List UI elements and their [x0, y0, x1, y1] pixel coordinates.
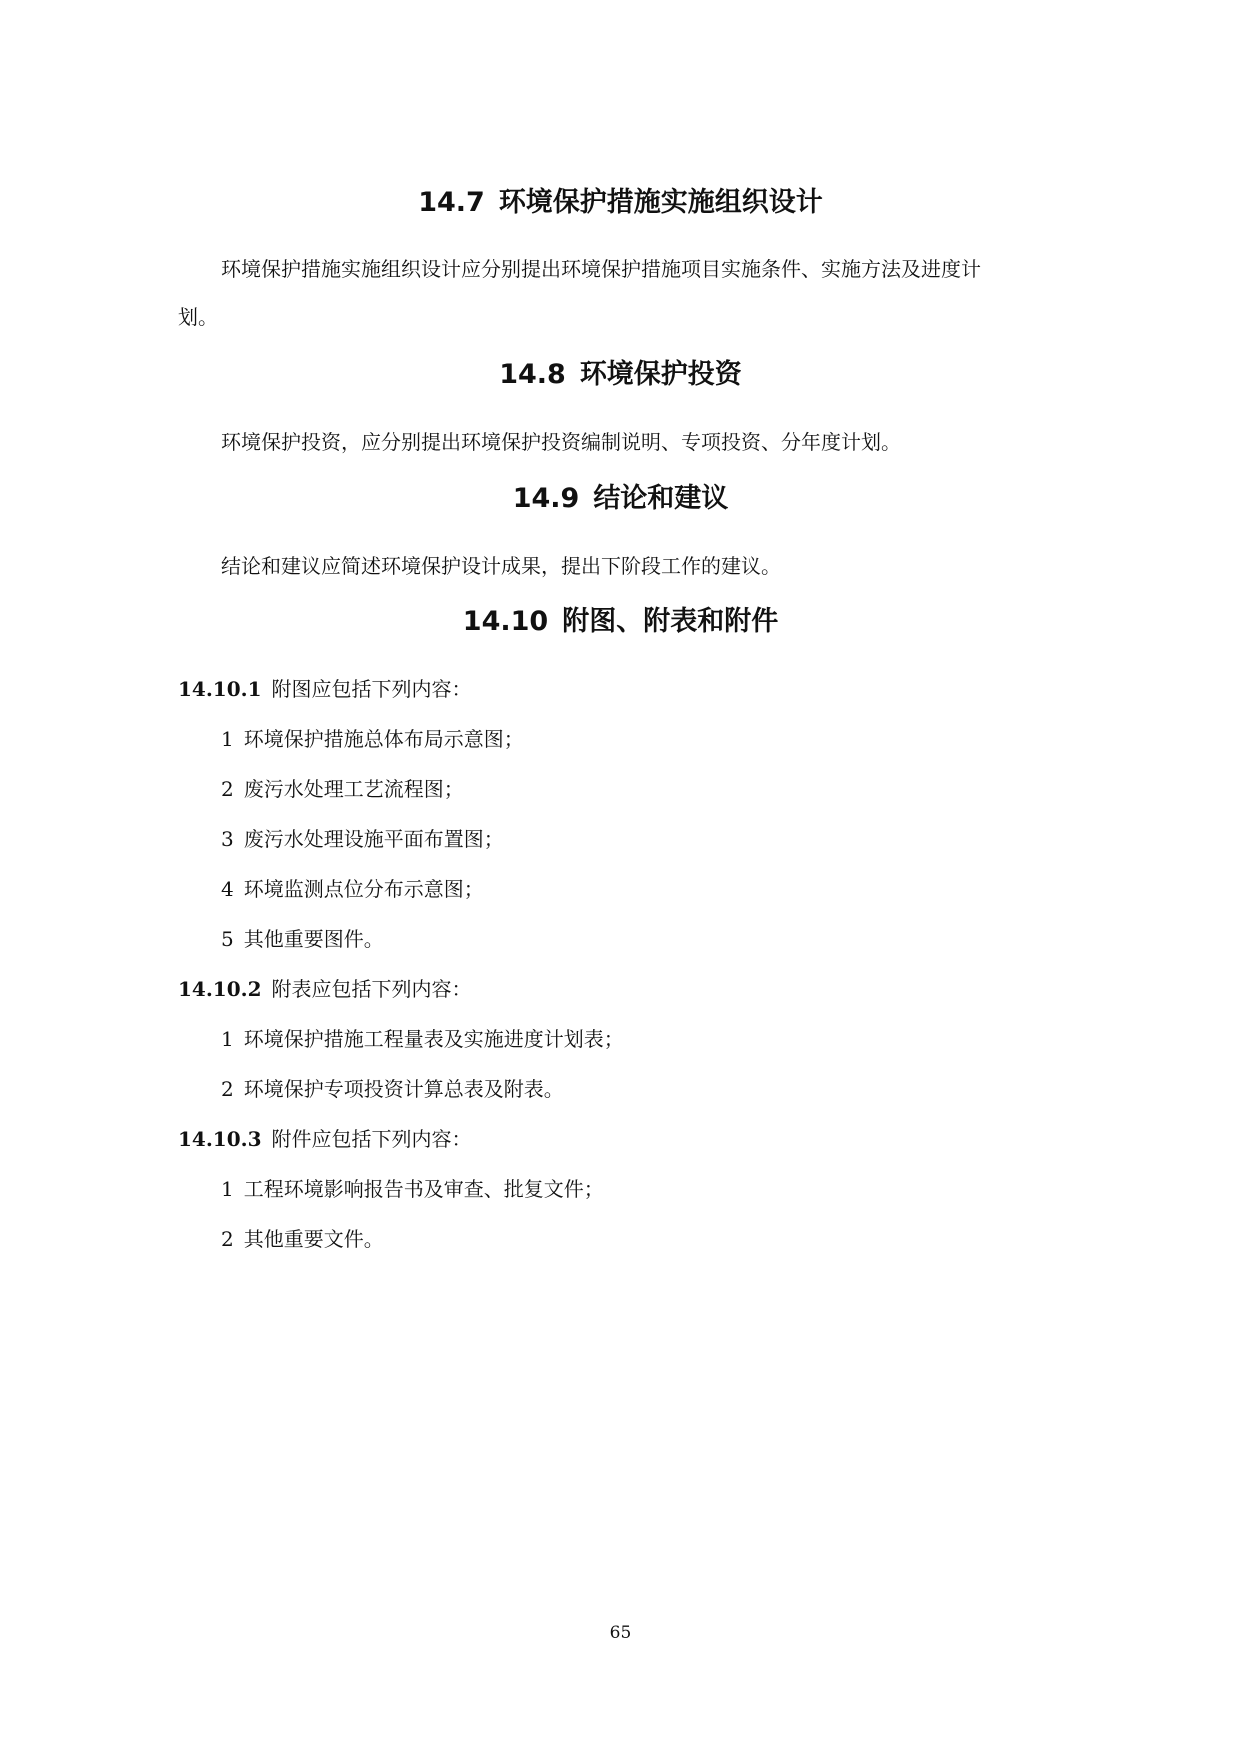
list-item: [221, 775, 464, 803]
section-number: 14.10: [462, 606, 549, 637]
clause-text: 附图应包括下列内容：: [271, 677, 472, 701]
list-item-number: 4: [221, 877, 234, 901]
clause-text: 附表应包括下列内容：: [271, 977, 472, 1001]
clause-number: 14.10.3: [178, 1127, 262, 1151]
list-item: [221, 825, 504, 853]
list-item-number: 2: [221, 1227, 234, 1251]
section-title: 环境保护措施实施组织设计: [498, 187, 823, 218]
section-paragraph: 结论和建议应简述环境保护设计成果，提出下阶段工作的建议。: [221, 554, 781, 578]
section-heading-14-10: [0, 605, 1241, 639]
list-item-number: 2: [221, 777, 234, 801]
section-heading-14-7: [0, 186, 1241, 220]
section-number: 14.8: [499, 359, 566, 390]
list-item-number: 1: [221, 727, 234, 751]
list-item-text: 环境监测点位分布示意图；: [243, 877, 484, 901]
list-item: [221, 725, 524, 753]
list-item: [221, 1075, 564, 1103]
clause-14-10-3: [178, 1125, 472, 1153]
list-item-text: 废污水处理设施平面布置图；: [243, 827, 504, 851]
clause-text: 附件应包括下列内容：: [271, 1127, 472, 1151]
section-heading-14-8: [0, 358, 1241, 392]
clause-14-10-1: [178, 675, 472, 703]
list-item-number: 1: [221, 1177, 234, 1201]
list-item: [221, 875, 484, 903]
list-item-text: 其他重要图件。: [243, 927, 384, 951]
section-heading-14-9: [0, 482, 1241, 516]
section-title: 环境保护投资: [579, 359, 742, 390]
clause-number: 14.10.2: [178, 977, 262, 1001]
list-item: [221, 1175, 604, 1203]
list-item-text: 环境保护专项投资计算总表及附表。: [243, 1077, 564, 1101]
list-item-number: 5: [221, 927, 234, 951]
list-item-text: 环境保护措施总体布局示意图；: [243, 727, 524, 751]
section-title: 附图、附表和附件: [562, 606, 779, 637]
clause-14-10-2: [178, 975, 472, 1003]
list-item: [221, 1025, 624, 1053]
section-number: 14.9: [512, 483, 580, 514]
list-item-text: 其他重要文件。: [243, 1227, 384, 1251]
section-paragraph-line: 划。: [178, 305, 218, 329]
list-item-text: 废污水处理工艺流程图；: [243, 777, 464, 801]
list-item-text: 工程环境影响报告书及审查、批复文件；: [243, 1177, 604, 1201]
section-number: 14.7: [418, 187, 485, 218]
list-item: [221, 925, 384, 953]
list-item-text: 环境保护措施工程量表及实施进度计划表；: [243, 1027, 624, 1051]
list-item-number: 3: [221, 827, 234, 851]
section-paragraph: 环境保护投资，应分别提出环境保护投资编制说明、专项投资、分年度计划。: [221, 430, 901, 454]
clause-number: 14.10.1: [178, 677, 262, 701]
section-title: 结论和建议: [593, 483, 729, 514]
list-item: [221, 1225, 384, 1253]
page-number: 65: [609, 1623, 632, 1643]
list-item-number: 1: [221, 1027, 234, 1051]
section-paragraph-line: 环境保护措施实施组织设计应分别提出环境保护措施项目实施条件、实施方法及进度计: [221, 257, 981, 281]
list-item-number: 2: [221, 1077, 234, 1101]
